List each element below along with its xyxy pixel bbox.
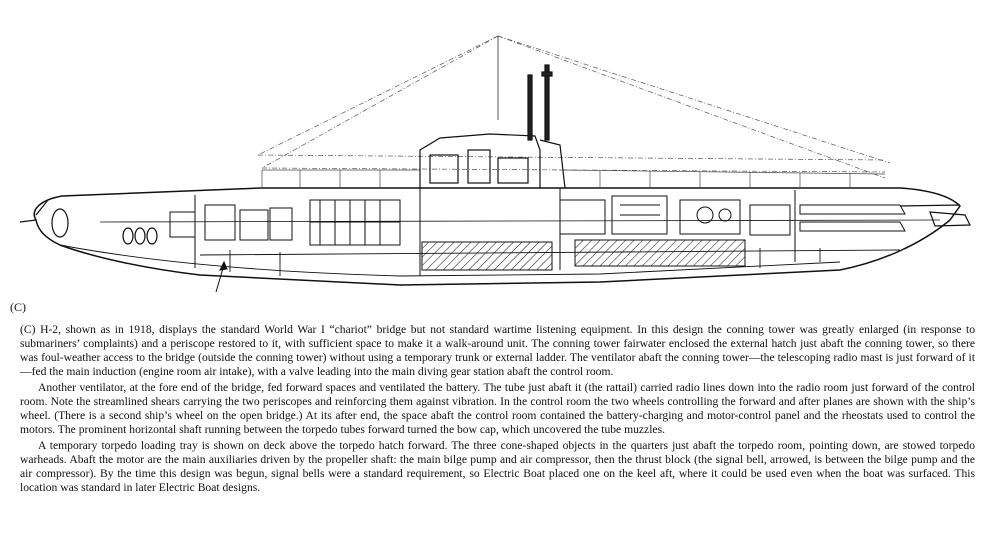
- caption-paragraph: Another ventilator, at the fore end of the bridge, fed forward spaces and ventilated the battery. The tube just abaft it (the rattail) carried radio lines down into the radio room just forward of the control room. Note the streamlined shears carrying the two periscopes and reinforcing them against vibration. In the control room the two wheels controlling the forward and after planes are shown with the ship’s wheel. (There is a second ship’s wheel on the open bridge.) At its after end, the space abaft the control room contained the battery-charging and motor-control panel and the rheostats used to control the motors. The prominent horizontal shaft running between the torpedo tubes forward turned the bow cap, which uncovered the tube muzzles.: [20, 381, 975, 436]
- figure-label: (C): [10, 300, 26, 314]
- deck-rail: [262, 170, 885, 188]
- battery-wells: [422, 240, 745, 270]
- caption-paragraph: (C) H-2, shown as in 1918, displays the standard World War I “chariot” bridge but not standard wartime listening equipment. In this design the conning tower was greatly enlarged (in response to submariners’ complaints) and a periscope restored to it, with sufficient space to make it a walk-around unit. The conning tower fairwater enclosed the external hatch just abaft the conning tower, so there was foul-weather access to the bridge (outside the conning tower) without using a temporary trunk or external ladder. The ventilator abaft the conning tower—the telescoping radio mast is just forward of it—fed the main induction (engine room air intake), with a valve leading into the main diving gear station abaft the control room.: [20, 323, 975, 378]
- caption-paragraph: A temporary torpedo loading tray is shown on deck above the torpedo hatch forward. The three cone-shaped objects in the quarters just abaft the torpedo room, pointing down, are stowed torpedo warheads. Abaft the motor are the main auxiliaries driven by the propeller shaft: the main bilge pump and air compressor, then the thrust block (the signal bell, arrowed, is between the bilge pump and the air compressor). By the time this design was begun, signal bells were a standard requirement, so Electric Boat placed one on the keel aft, where it could be used even when the boat was surfaced. This location was standard in later Electric Boat designs.: [20, 439, 975, 494]
- engine-room: [170, 200, 400, 245]
- aerial-wires: [258, 36, 890, 178]
- figure-caption: [20, 323, 975, 497]
